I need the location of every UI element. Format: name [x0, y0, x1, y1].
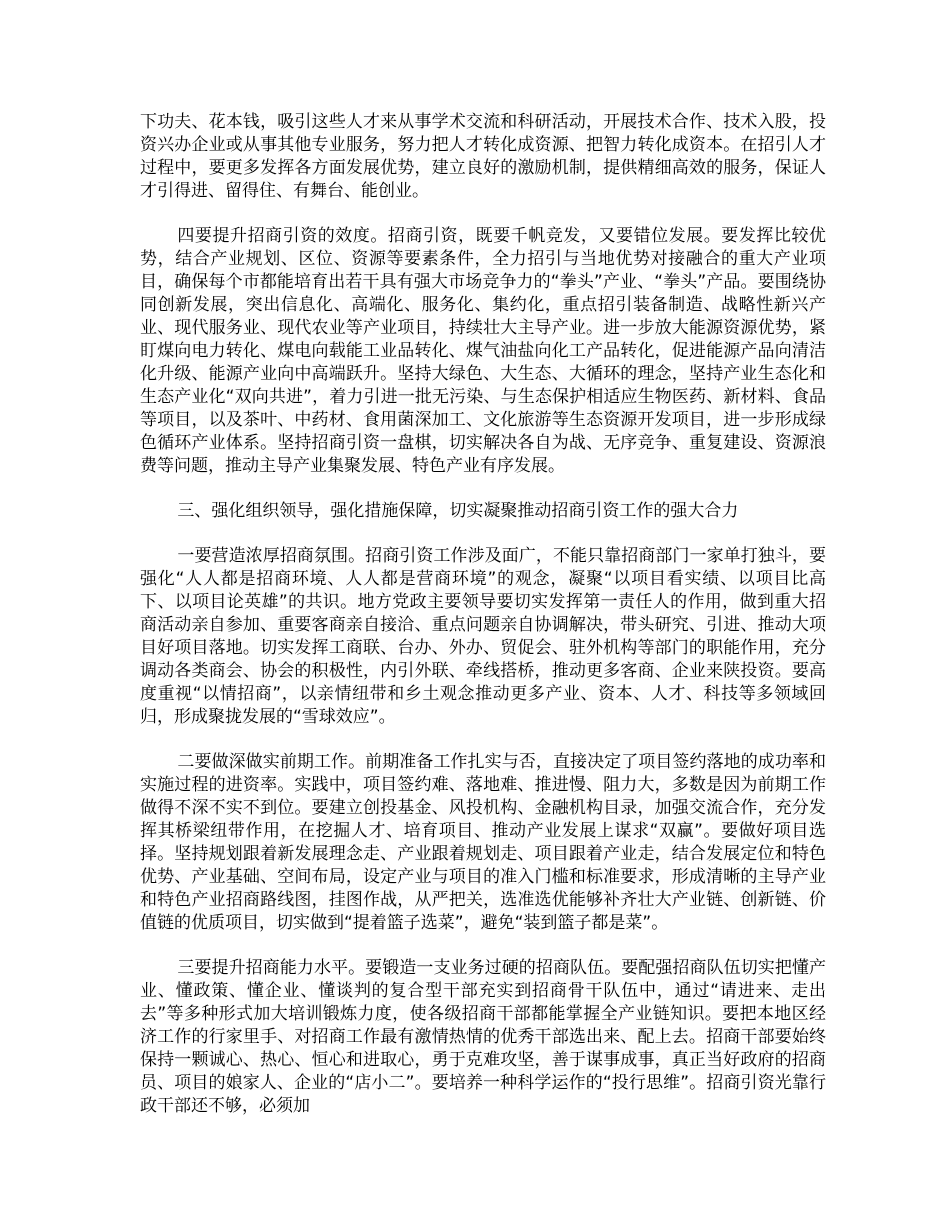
- paragraph-investment-efficiency: 四要提升招商引资的效度。招商引资，既要千帆竞发，又要错位发展。要发挥比较优势，结合产业规划、区位、资源等要素条件，全力招引与当地优势对接融合的重大产业项目，确保每个市都能培育出若干具有强大市场竞争力的“拳头”产业、“拳头”产品。要围绕协同创新发展，突出信息化、高端化、服务化、集约化，重点招引装备制造、战略性新兴产业、现代服务业、现代农业等产业项目，持续壮大主导产业。进一步放大能源资源优势，紧盯煤向电力转化、煤电向载能工业品转化、煤气油盐向化工产品转化，促进能源产品向清洁化升级、能源产业向中高端跃升。坚持大绿色、大生态、大循环的理念，坚持产业生态化和生态产业化“双向共进”，着力引进一批无污染、与生态保护相适应生物医药、新材料、食品等项目，以及茶叶、中药材、食用菌深加工、文化旅游等生态资源开发项目，进一步形成绿色循环产业体系。坚持招商引资一盘棋，切实解决各自为战、无序竞争、重复建设、资源浪费等问题，推动主导产业集聚发展、特色产业有序发展。: [140, 226, 826, 476]
- paragraph-preliminary-work: 二要做深做实前期工作。前期准备工作扎实与否，直接决定了项目签约落地的成功率和实施过程的进资率。实践中，项目签约难、落地难、推进慢、阻力大，多数是因为前期工作做得不深不实不到位。要建立创投基金、风投机构、金融机构目录，加强交流合作，充分发挥其桥梁纽带作用，在挖掘人才、培育项目、推动产业发展上谋求“双赢”。要做好项目选择。坚持规划跟着新发展理念走、产业跟着规划走、项目跟着产业走，结合发展定位和特色优势、产业基础、空间布局，设定产业与项目的准入门槛和标准要求，形成清晰的主导产业和特色产业招商路线图，挂图作战，从严把关，选准选优能够补齐壮大产业链、创新链、价值链的优质项目，切实做到“提着篮子选菜”，避免“装到篮子都是菜”。: [140, 752, 826, 933]
- paragraph-talent-continuation: 下功夫、花本钱，吸引这些人才来从事学术交流和科研活动，开展技术合作、技术入股，投资兴办企业或从事其他专业服务，努力把人才转化成资源、把智力转化成资本。在招引人才过程中，要更多发挥各方面发展优势，建立良好的激励机制，提供精细高效的服务，保证人才引得进、留得住、有舞台、能创业。: [140, 112, 826, 201]
- document-body: [140, 111, 826, 1140]
- paragraph-investment-atmosphere: 一要营造浓厚招商氛围。招商引资工作涉及面广，不能只靠招商部门一家单打独斗，要强化“人人都是招商环境、人人都是营商环境”的观念，凝聚“以项目看实绩、以项目比高下、以项目论英雄”的共识。地方党政主要领导要切实发挥第一责任人的作用，做到重大招商活动亲自参加、重要客商亲自接洽、重点问题亲自协调解决，带头研究、引进、推动大项目好项目落地。切实发挥工商联、台办、外办、贸促会、驻外机构等部门的职能作用，充分调动各类商会、协会的积极性，内引外联、牵线搭桥，推动更多客商、企业来陕投资。要高度重视“以情招商”，以亲情纽带和乡土观念推动更多产业、资本、人才、科技等多领域回归，形成聚拢发展的“雪球效应”。: [140, 546, 826, 727]
- section-heading-organization: 三、强化组织领导，强化措施保障，切实凝聚推动招商引资工作的强大合力: [177, 501, 739, 521]
- paragraph-investment-capability: 三要提升招商能力水平。要锻造一支业务过硬的招商队伍。要配强招商队伍切实把懂产业、懂政策、懂企业、懂谈判的复合型干部充实到招商骨干队伍中，通过“请进来、走出去”等多种形式加大培训锻炼力度，使各级招商干部都能掌握全产业链知识。要把本地区经济工作的行家里手、对招商工作最有激情热情的优秀干部选出来、配上去。招商干部要始终保持一颗诚心、热心、恒心和进取心，勇于克难攻坚，善于谋事成事，真正当好政府的招商员、项目的娘家人、企业的“店小二”。要培养一种科学运作的“投行思维”。招商引资光靠行政干部还不够，必须加: [140, 958, 826, 1116]
